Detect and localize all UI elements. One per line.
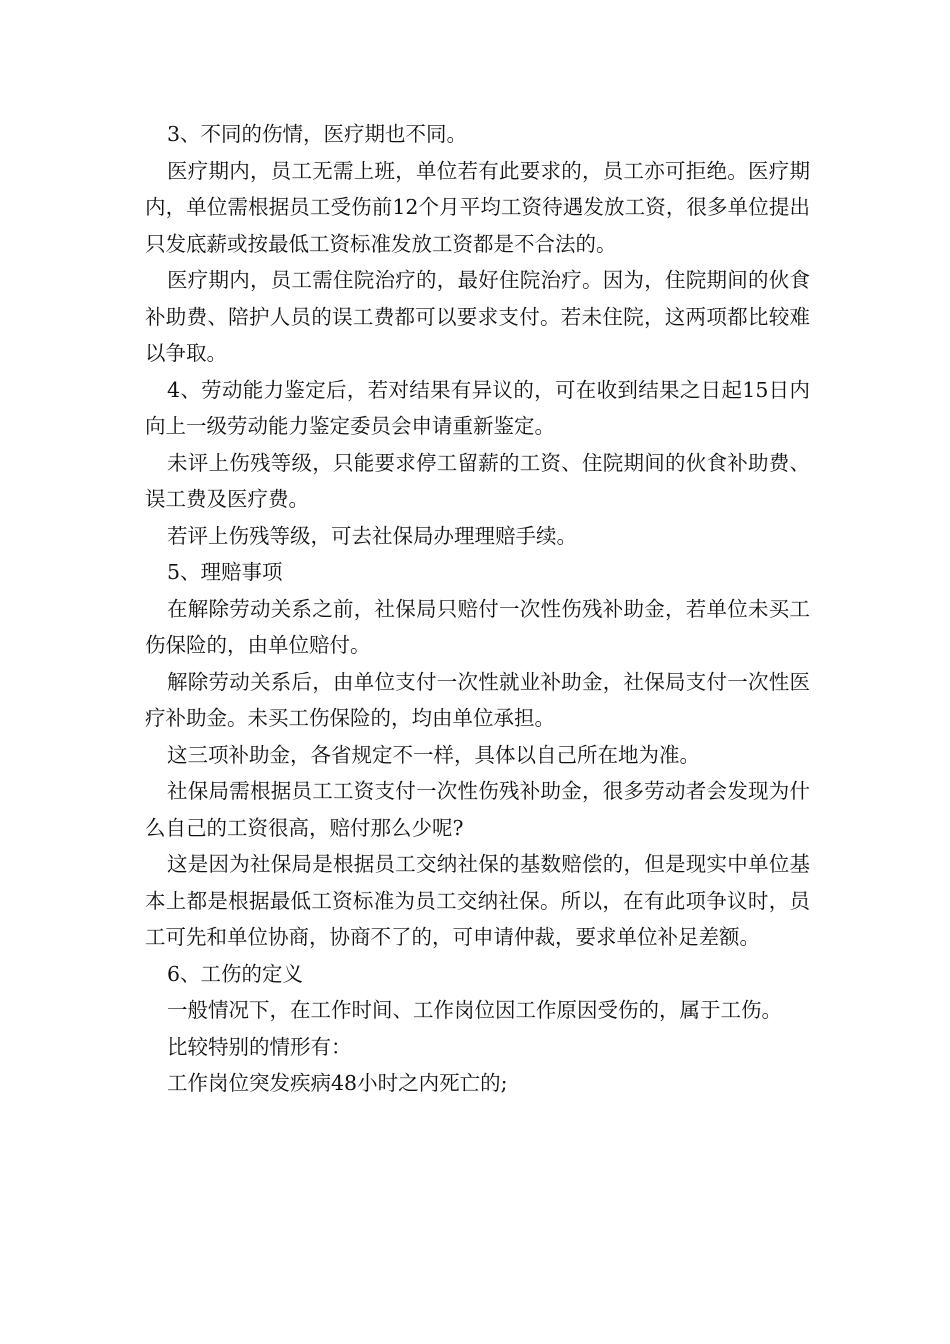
- section-heading-6: 6、工伤的定义: [167, 961, 304, 986]
- section-heading-3: 3、不同的伤情，医疗期也不同。: [167, 122, 468, 146]
- paragraph-no-disability-grade: 未评上伤残等级，只能要求停工留薪的工资、住院期间的伙食补助费、误工费及医疗费。: [145, 450, 810, 511]
- paragraph-general-definition: 一般情况下，在工作时间、工作岗位因工作原因受伤的，属于工伤。: [167, 998, 782, 1022]
- document-body: [145, 116, 810, 1102]
- paragraph-hospitalization: 医疗期内，员工需住院治疗的，最好住院治疗。因为，住院期间的伙食补助费、陪护人员的误工费都可以要求支付。若未住院，这两项都比较难以争取。: [145, 268, 810, 365]
- section-heading-4: 4、劳动能力鉴定后，若对结果有异议的，可在收到结果之日起15日内向上一级劳动能力鉴定委员会申请重新鉴定。: [145, 377, 810, 438]
- paragraph-after-termination: 解除劳动关系后，由单位支付一次性就业补助金，社保局支付一次性医疗补助金。未买工伤保险的，均由单位承担。: [145, 669, 810, 730]
- paragraph-province-rules: 这三项补助金，各省规定不一样，具体以自己所在地为准。: [167, 742, 700, 767]
- paragraph-medical-period-work: 医疗期内，员工无需上班，单位若有此要求的，员工亦可拒绝。医疗期内，单位需根据员工受伤前12个月平均工资待遇发放工资，很多单位提出只发底薪或按最低工资标准发放工资都是不合法的。: [145, 158, 810, 256]
- paragraph-special-cases: 比较特别的情形有：: [167, 1034, 352, 1059]
- paragraph-before-termination: 在解除劳动关系之前，社保局只赔付一次性伤残补助金，若单位未买工伤保险的，由单位赔付。: [145, 596, 810, 657]
- paragraph-sudden-illness: 工作岗位突发疾病48小时之内死亡的;: [167, 1071, 508, 1095]
- section-heading-5: 5、理赔事项: [167, 560, 283, 584]
- paragraph-compensation-explanation: 这是因为社保局是根据员工交纳社保的基数赔偿的，但是现实中单位基本上都是根据最低工资标准为员工交纳社保。所以，在有此项争议时，员工可先和单位协商，协商不了的，可申请仲裁，要求单位补足差额。: [145, 852, 810, 949]
- paragraph-compensation-question: 社保局需根据员工工资支付一次性伤残补助金，很多劳动者会发现为什么自己的工资很高，赔付那么少呢?: [145, 779, 810, 840]
- paragraph-disability-grade: 若评上伤残等级，可去社保局办理理赔手续。: [167, 523, 577, 548]
